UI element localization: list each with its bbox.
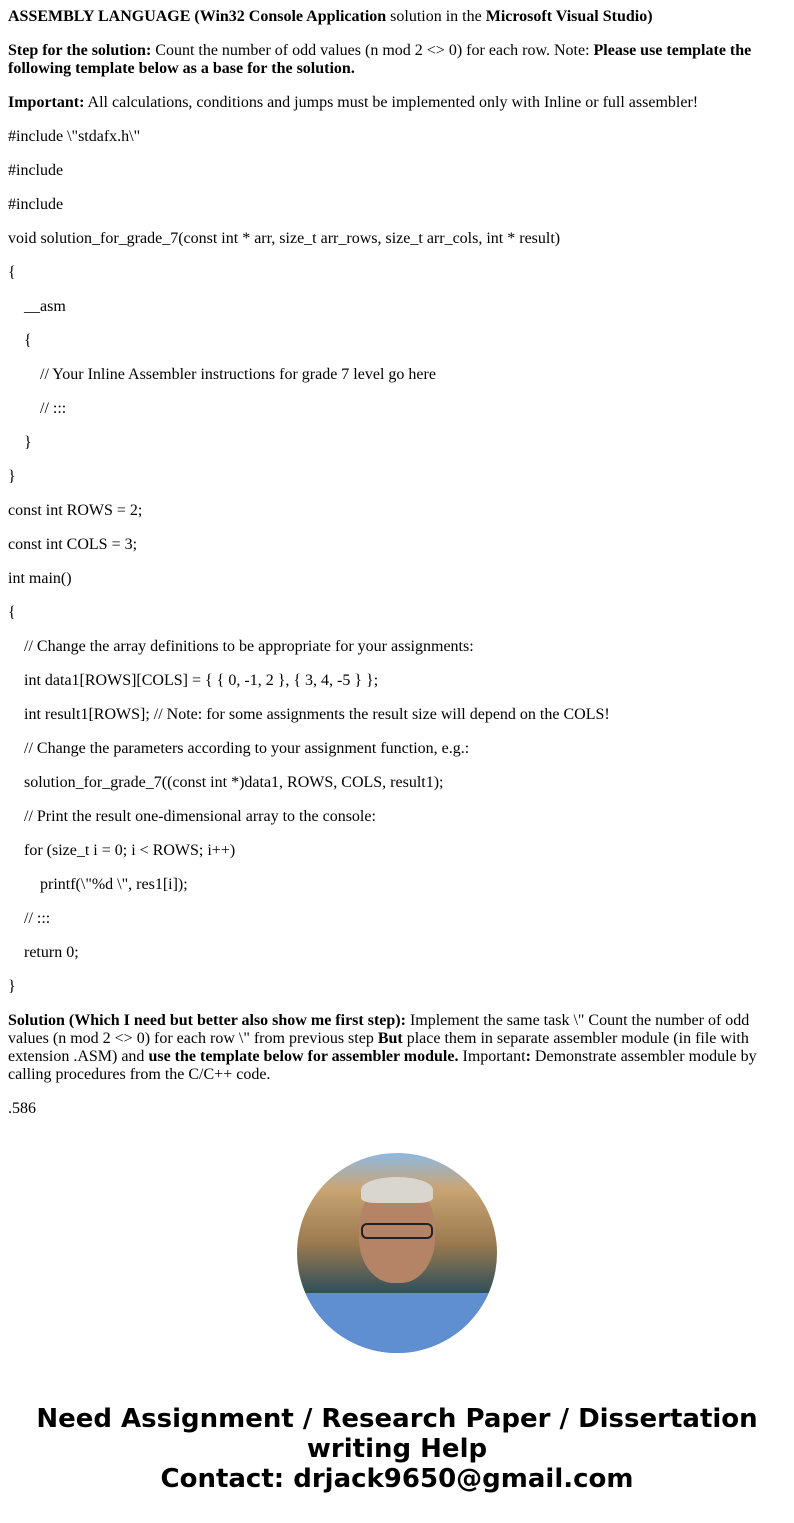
title-bold-ide: Microsoft Visual Studio) — [485, 8, 653, 25]
step-paragraph — [8, 42, 786, 78]
solution-paragraph — [8, 1012, 786, 1084]
solution-but: But — [377, 1030, 403, 1047]
code-line: } — [8, 468, 16, 485]
code-line: // Print the result one-dimensional array to the console: — [24, 808, 376, 825]
code-line: // Change the array definitions to be appropriate for your assignments: — [24, 638, 474, 655]
solution-text: Implement the same task \" Count the number of odd values (n mod 2 <> 0) for each row \" from previous step — [8, 1012, 750, 1047]
code-line: // ::: — [40, 400, 67, 417]
code-line: } — [24, 434, 32, 451]
code-line: { — [8, 604, 16, 621]
important-label: Important: — [8, 94, 85, 111]
important-paragraph — [8, 94, 786, 112]
code-line: { — [8, 264, 16, 281]
code-line: for (size_t i = 0; i < ROWS; i++) — [24, 842, 236, 859]
code-line: int main() — [8, 570, 72, 587]
code-line: } — [8, 978, 16, 995]
footer-contact: Contact: drjack9650@gmail.com — [160, 1464, 634, 1494]
solution-text: place them in separate assembler module (in file with extension .ASM) and — [8, 1030, 749, 1065]
code-line: // ::: — [24, 910, 51, 927]
photo-shirt — [297, 1293, 497, 1353]
solution-colon: : — [525, 1048, 531, 1065]
important-text: All calculations, conditions and jumps must be implemented only with Inline or full assembler! — [84, 94, 699, 111]
code-line: return 0; — [24, 944, 79, 961]
code-line: int data1[ROWS][COLS] = { { 0, -1, 2 }, { 3, 4, -5 } }; — [24, 672, 379, 689]
photo-hair — [361, 1177, 433, 1203]
step-label: Step for the solution: — [8, 42, 152, 59]
footer-help-text: Need Assignment / Research Paper / Dissertation writing Help — [36, 1404, 758, 1464]
author-photo — [297, 1153, 497, 1353]
title-text: solution in the — [386, 8, 486, 25]
code-line: #include — [8, 196, 64, 213]
code-line: __asm — [24, 298, 66, 315]
solution-label: Solution (Which I need but better also show me first step): — [8, 1012, 406, 1029]
document-body — [8, 0, 786, 1134]
title-paragraph — [8, 8, 786, 26]
solution-template-note: use the template below for assembler module. — [148, 1048, 459, 1065]
step-text: Count the number of odd values (n mod 2 <> 0) for each row. Note: — [151, 42, 594, 59]
photo-glasses — [361, 1223, 433, 1239]
contact-footer — [0, 1404, 794, 1494]
solution-text: Demonstrate assembler module by calling procedures from the C/C++ code. — [8, 1048, 757, 1083]
code-line: printf(\"%d \", res1[i]); — [40, 876, 188, 893]
code-line: solution_for_grade_7((const int *)data1, ROWS, COLS, result1); — [24, 774, 444, 791]
code-line: const int ROWS = 2; — [8, 502, 143, 519]
code-line: #include \"stdafx.h\" — [8, 128, 141, 145]
code-line: void solution_for_grade_7(const int * arr, size_t arr_rows, size_t arr_cols, int * result) — [8, 230, 561, 247]
code-line: // Change the parameters according to your assignment function, e.g.: — [24, 740, 470, 757]
code-line: int result1[ROWS]; // Note: for some assignments the result size will depend on the COLS! — [24, 706, 610, 723]
code-template — [8, 128, 786, 996]
title-bold: ASSEMBLY LANGUAGE (Win32 Console Application — [8, 8, 387, 25]
code-line: const int COLS = 3; — [8, 536, 138, 553]
step-note: Please use template the following template below as a base for the solution. — [8, 42, 752, 77]
code-line: // Your Inline Assembler instructions for grade 7 level go here — [40, 366, 436, 383]
asm-line: .586 — [8, 1100, 36, 1117]
solution-text: Important — [458, 1048, 526, 1065]
code-line: { — [24, 332, 32, 349]
code-line: #include — [8, 162, 64, 179]
